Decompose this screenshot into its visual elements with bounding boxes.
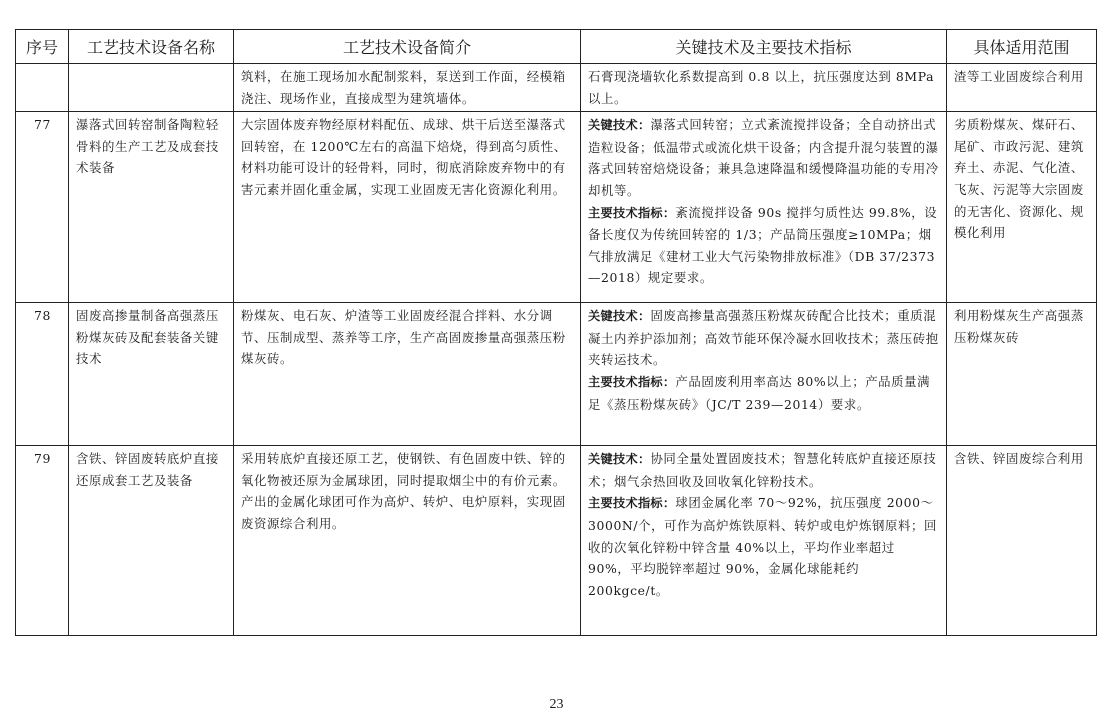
key-technology-text: 协同全量处置固废技术；智慧化转底炉直接还原技术；烟气余热回收及回收氧化锌粉技术。	[588, 451, 937, 489]
key-technology-label: 关键技术：	[588, 118, 651, 133]
cell-scope: 渣等工业固废综合利用	[947, 64, 1097, 112]
cell-key-technology	[581, 112, 947, 303]
header-application-scope: 具体适用范围	[947, 30, 1097, 64]
table-row-79	[16, 446, 1097, 636]
table-row-78	[16, 303, 1097, 446]
table-row-77	[16, 112, 1097, 303]
technology-table	[15, 29, 1097, 636]
cell-number: 77	[16, 112, 69, 303]
header-key-technology: 关键技术及主要技术指标	[581, 30, 947, 64]
main-index-label: 主要技术指标：	[588, 496, 676, 511]
cell-name: 固废高掺量制备高强蒸压粉煤灰砖及配套装备关键技术	[69, 303, 234, 446]
header-equipment-intro: 工艺技术设备简介	[234, 30, 581, 64]
cell-name: 瀑落式回转窑制备陶粒轻骨料的生产工艺及成套技术装备	[69, 112, 234, 303]
main-index-text: 产品固废利用率高达 80%以上；产品质量满足《蒸压粉煤灰砖》（JC/T 239—2014）要求。	[588, 373, 931, 412]
key-technology-label: 关键技术：	[588, 309, 651, 324]
cell-name-empty	[69, 64, 234, 112]
cell-scope: 劣质粉煤灰、煤矸石、尾矿、市政污泥、建筑弃土、赤泥、气化渣、飞灰、污泥等大宗固废的无害化、资源化、规模化利用	[947, 112, 1097, 303]
main-index-label: 主要技术指标：	[588, 205, 676, 220]
table-row-continued	[16, 64, 1097, 112]
main-index-text: 紊流搅拌设备 90s 搅拌匀质性达 99.8%，设备长度仅为传统回转窑的 1/3；产品筒压强度≥10MPa；烟气排放满足《建材工业大气污染物排放标准》（DB 37/2373—2018）规定要求。	[588, 204, 938, 286]
cell-intro: 采用转底炉直接还原工艺，使钢铁、有色固废中铁、锌的氧化物被还原为金属球团，同时提取烟尘中的有价元素。产出的金属化球团可作为高炉、转炉、电炉原料，实现固废资源综合利用。	[234, 446, 581, 636]
cell-key-technology: 石膏现浇墙软化系数提高到 0.8 以上，抗压强度达到 8MPa 以上。	[581, 64, 947, 112]
main-index-label: 主要技术指标：	[588, 374, 676, 389]
key-technology-text: 瀑落式回转窑；立式紊流搅拌设备；全自动挤出式造粒设备；低温带式或流化烘干设备；内含提升混匀装置的瀑落式回转窑焙烧设备；兼具急速降温和缓慢降温功能的专用冷却机等。	[588, 117, 939, 198]
main-index-text: 球团金属化率 70～92%，抗压强度 2000～3000N/个，可作为高炉炼铁原料、转炉或电炉炼钢原料；回收的次氧化锌粉中锌含量 40%以上，平均作业率超过 90%，平均脱锌率超过 90%，金属化球能耗约 200kgce/t。	[588, 495, 937, 598]
header-row	[16, 30, 1097, 64]
key-technology-label: 关键技术：	[588, 452, 651, 467]
cell-scope: 含铁、锌固废综合利用	[947, 446, 1097, 636]
cell-intro: 大宗固体废弃物经原材料配伍、成球、烘干后送至瀑落式回转窑，在 1200℃左右的高温下焙烧，得到高匀质性、材料功能可设计的轻骨料，同时，彻底消除废弃物中的有害元素并固化重金属，实现工业固废无害化资源化利用。	[234, 112, 581, 303]
header-serial-number: 序号	[16, 30, 69, 64]
cell-scope: 利用粉煤灰生产高强蒸压粉煤灰砖	[947, 303, 1097, 446]
header-equipment-name: 工艺技术设备名称	[69, 30, 234, 64]
cell-number: 79	[16, 446, 69, 636]
cell-key-technology	[581, 446, 947, 636]
cell-intro: 粉煤灰、电石灰、炉渣等工业固废经混合拌料、水分调节、压制成型、蒸养等工序，生产高固废掺量高强蒸压粉煤灰砖。	[234, 303, 581, 446]
cell-name: 含铁、锌固废转底炉直接还原成套工艺及装备	[69, 446, 234, 636]
cell-intro: 筑料，在施工现场加水配制浆料，泵送到工作面，经模箱浇注、现场作业，直接成型为建筑墙体。	[234, 64, 581, 112]
page-number: 23	[549, 697, 564, 712]
cell-number: 78	[16, 303, 69, 446]
key-technology-text: 固废高掺量高强蒸压粉煤灰砖配合比技术；重质混凝土内养护添加剂；高效节能环保冷凝水回收技术；蒸压砖抱夹转运技术。	[588, 308, 939, 368]
cell-key-technology	[581, 303, 947, 446]
cell-number-empty	[16, 64, 69, 112]
